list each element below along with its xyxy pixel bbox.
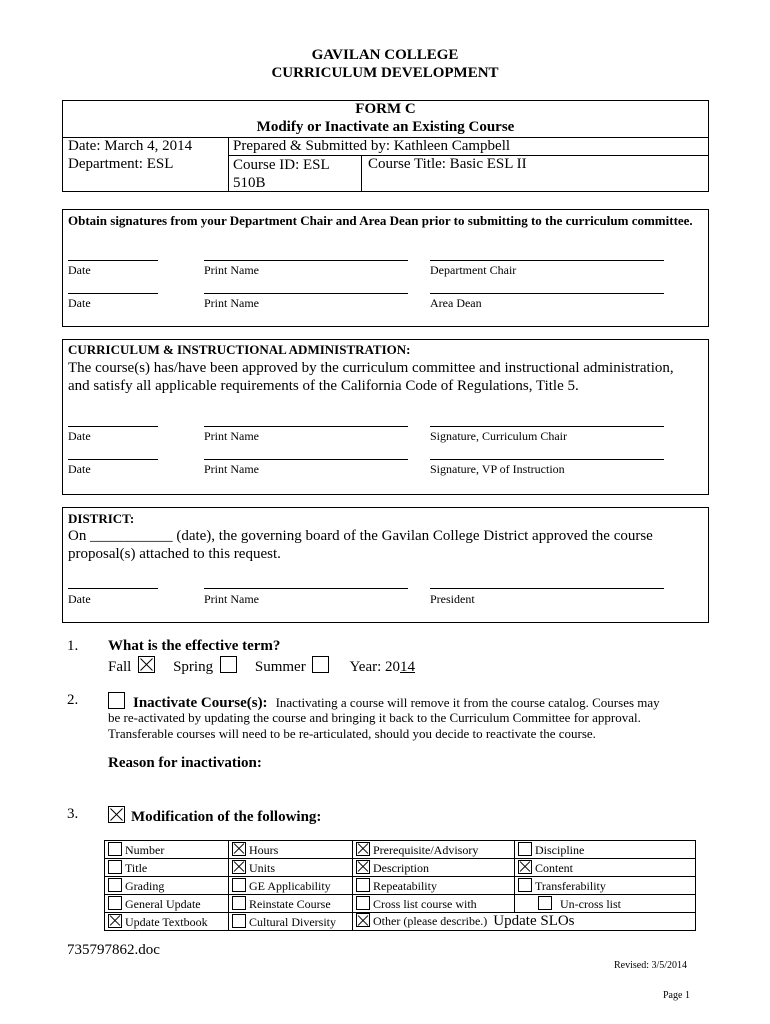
mod-checkbox[interactable] <box>518 878 532 892</box>
course-id: Course ID: ESL 510B <box>233 157 330 191</box>
fall-checkbox[interactable] <box>138 656 155 673</box>
mod-option-label: Grading <box>125 878 165 893</box>
modification-row <box>108 806 321 826</box>
district-text: On ___________ (date), the governing board of the Gavilan College District approved the course proposal(s) attached to this request. <box>68 528 653 562</box>
mod-checkbox[interactable] <box>108 842 122 856</box>
doc-filename: 735797862.doc <box>67 942 160 958</box>
mod-table-cell <box>105 913 229 931</box>
mod-option-label: Title <box>125 860 148 875</box>
mod-table-row <box>105 841 696 859</box>
q3-number: 3. <box>67 806 79 822</box>
year-label: Year: 20 <box>349 659 401 675</box>
mod-checkbox[interactable] <box>108 878 122 892</box>
cur-print-name-label: Print Name <box>204 462 259 476</box>
mod-table-cell <box>229 913 353 931</box>
mod-option-label: General Update <box>125 896 201 911</box>
cur-date-label: Date <box>68 429 91 443</box>
course-title: Course Title: Basic ESL II <box>368 156 527 172</box>
spring-label: Spring <box>173 659 214 675</box>
cur-date-label: Date <box>68 462 91 476</box>
signatures-box <box>62 209 709 327</box>
president-label: President <box>430 592 475 606</box>
mod-option-label: Number <box>125 842 165 857</box>
mod-option-label: Other (please describe.) <box>373 914 488 928</box>
sig-print-name-label: Print Name <box>204 296 259 310</box>
district-box <box>62 507 709 623</box>
mod-option-label: Description <box>373 860 429 875</box>
cur-print-name-label: Print Name <box>204 429 259 443</box>
fall-label: Fall <box>108 659 132 675</box>
mod-option-label: GE Applicability <box>249 878 331 893</box>
inactivate-title: Inactivate Course(s): <box>133 695 268 711</box>
district-heading: DISTRICT: <box>68 511 135 526</box>
mod-table-cell <box>515 877 696 895</box>
mod-table-cell <box>515 841 696 859</box>
mod-option-label: Hours <box>249 842 279 857</box>
sig-date-label: Date <box>68 263 91 277</box>
modification-table <box>104 840 696 931</box>
summer-checkbox[interactable] <box>312 656 329 673</box>
mod-checkbox[interactable] <box>108 896 122 910</box>
mod-checkbox[interactable] <box>356 860 370 874</box>
sig-print-name-label: Print Name <box>204 263 259 277</box>
dist-print-name-label: Print Name <box>204 592 259 606</box>
mod-table-row <box>105 913 696 931</box>
form-info-box <box>62 100 709 192</box>
mod-table-cell <box>105 859 229 877</box>
mod-checkbox[interactable] <box>232 842 246 856</box>
mod-option-label: Units <box>249 860 276 875</box>
sig-date-label: Date <box>68 296 91 310</box>
mod-table-cell <box>353 895 515 913</box>
q2-number: 2. <box>67 692 79 708</box>
mod-table-cell <box>353 913 696 931</box>
department-heading: CURRICULUM DEVELOPMENT <box>271 65 499 81</box>
mod-checkbox[interactable] <box>232 896 246 910</box>
reason-heading: Reason for inactivation: <box>108 755 262 771</box>
form-department: Department: ESL <box>68 156 174 172</box>
mod-option-label: Cultural Diversity <box>249 914 336 929</box>
mod-table-cell <box>515 895 696 913</box>
signature-instruction: Obtain signatures from your Department Chair and Area Dean prior to submitting to the curriculum committee. <box>68 213 693 228</box>
q1-question: What is the effective term? <box>108 638 281 654</box>
mod-checkbox[interactable] <box>356 842 370 856</box>
mod-checkbox[interactable] <box>518 842 532 856</box>
mod-table-cell <box>353 877 515 895</box>
mod-table-row <box>105 877 696 895</box>
q1-number: 1. <box>67 638 79 654</box>
mod-option-label: Reinstate Course <box>249 896 331 911</box>
effective-term-row <box>108 656 415 676</box>
modification-checkbox[interactable] <box>108 806 125 823</box>
curriculum-chair-label: Signature, Curriculum Chair <box>430 429 567 443</box>
inactivate-row <box>108 692 660 712</box>
dist-date-label: Date <box>68 592 91 606</box>
mod-option-label: Repeatability <box>373 878 437 893</box>
area-dean-label: Area Dean <box>430 296 482 310</box>
mod-option-label: Un-cross list <box>560 896 621 911</box>
summer-label: Summer <box>254 659 306 675</box>
inactivate-text-2: be re-activated by updating the course and bringing it back to the Curriculum Committee for approval. <box>108 710 641 725</box>
mod-checkbox[interactable] <box>108 914 122 928</box>
mod-checkbox[interactable] <box>356 878 370 892</box>
mod-option-label: Transferability <box>535 878 606 893</box>
curriculum-heading: CURRICULUM & INSTRUCTIONAL ADMINISTRATION: <box>68 342 411 357</box>
year-value[interactable]: 14 <box>400 659 416 675</box>
mod-checkbox[interactable] <box>518 860 532 874</box>
mod-checkbox[interactable] <box>108 860 122 874</box>
mod-table-row <box>105 859 696 877</box>
inactivate-text-1: Inactivating a course will remove it from the course catalog. Courses may <box>275 695 660 710</box>
mod-table-cell <box>105 841 229 859</box>
mod-option-label: Update Textbook <box>125 914 208 929</box>
mod-option-label: Content <box>535 860 573 875</box>
form-name: FORM C <box>355 101 416 117</box>
mod-option-label: Prerequisite/Advisory <box>373 842 479 857</box>
mod-checkbox[interactable] <box>232 860 246 874</box>
mod-checkbox[interactable] <box>232 914 246 928</box>
curriculum-text: The course(s) has/have been approved by the curriculum committee and instructional administration, and satisfy all applicable requirements of the California Code of Regulations, Title 5. <box>68 360 674 394</box>
inactivate-checkbox[interactable] <box>108 692 125 709</box>
mod-table-cell <box>105 877 229 895</box>
mod-checkbox[interactable] <box>538 896 552 910</box>
mod-option-label: Discipline <box>535 842 585 857</box>
college-name: GAVILAN COLLEGE <box>311 47 459 63</box>
mod-table-cell <box>229 841 353 859</box>
prepared-by: Prepared & Submitted by: Kathleen Campbell <box>233 138 511 154</box>
mod-table-row <box>105 895 696 913</box>
modification-title: Modification of the following: <box>131 809 322 825</box>
spring-checkbox[interactable] <box>220 656 237 673</box>
mod-option-label: Cross list course with <box>373 896 477 911</box>
inactivate-text-3: Transferable courses will need to be re-articulated, should you decide to reactivate the course. <box>108 726 596 741</box>
mod-table-cell <box>229 877 353 895</box>
mod-table-cell <box>105 895 229 913</box>
other-description[interactable]: Update SLOs <box>493 913 575 929</box>
mod-table-cell <box>353 859 515 877</box>
mod-table-cell <box>229 859 353 877</box>
mod-checkbox[interactable] <box>356 896 370 910</box>
revised-date: Revised: 3/5/2014 <box>614 960 688 971</box>
mod-table-cell <box>353 841 515 859</box>
mod-checkbox[interactable] <box>356 913 370 927</box>
form-date: Date: March 4, 2014 <box>68 138 193 154</box>
mod-table-cell <box>515 859 696 877</box>
page-number: Page 1 <box>663 990 690 1001</box>
form-subtitle: Modify or Inactivate an Existing Course <box>256 119 515 135</box>
mod-checkbox[interactable] <box>232 878 246 892</box>
mod-table-cell <box>229 895 353 913</box>
dept-chair-label: Department Chair <box>430 263 517 277</box>
curriculum-box <box>62 339 709 495</box>
vp-instruction-label: Signature, VP of Instruction <box>430 462 565 476</box>
